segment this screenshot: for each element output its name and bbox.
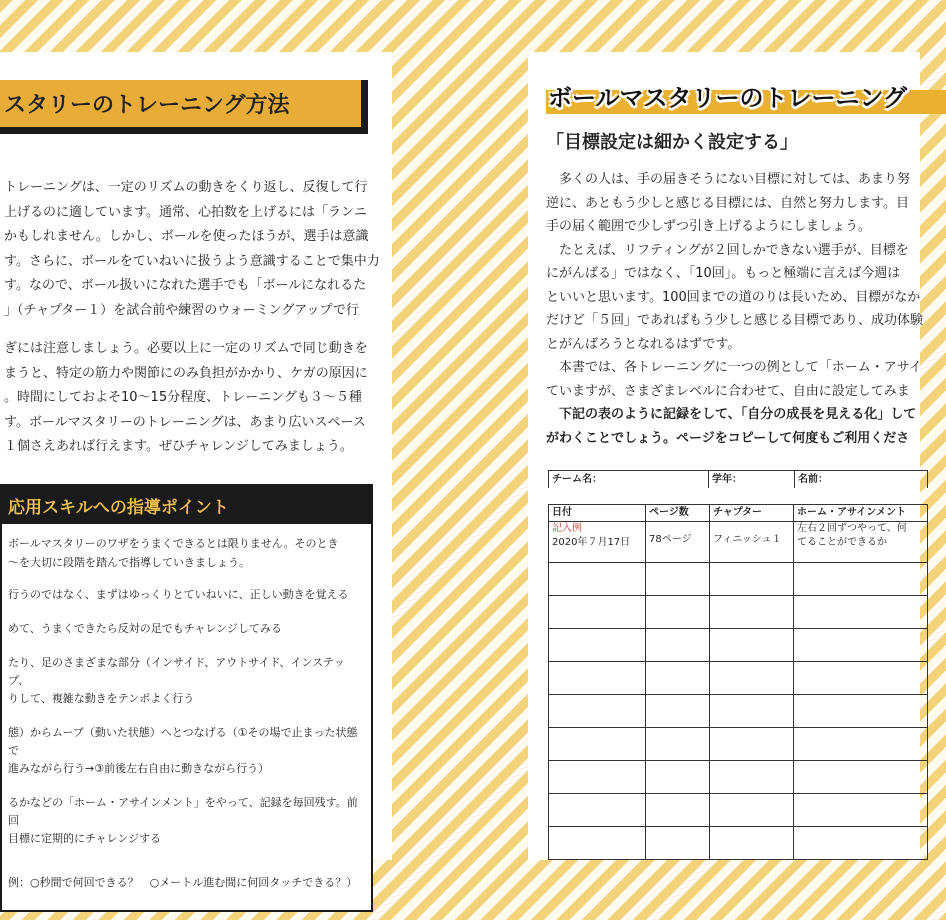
table-cell[interactable] [794,629,928,662]
body-line-emphasis: 下記の表のように記録をして、「自分の成長を見える化」して [546,407,917,422]
table-cell[interactable] [646,761,710,794]
table-row [549,563,928,596]
table-cell[interactable] [710,728,794,761]
table-row [549,794,928,827]
right-page-body [546,168,946,450]
right-page-title-banner [546,76,946,116]
record-table [548,504,928,860]
coaching-points-body [2,524,371,892]
table-cell[interactable] [549,662,646,695]
table-cell[interactable] [710,827,794,860]
table-cell[interactable] [646,728,710,761]
table-cell[interactable] [794,662,928,695]
coaching-point-item: 例：○秒間で何回できる？ ○メートル進む間に何回タッチできる？） [8,876,358,889]
left-page-title: スタリーのトレーニング方法 [0,80,368,134]
example-page-cell: 78ページ [646,522,710,563]
table-cell[interactable] [646,827,710,860]
body-line: 逆に、あともう少しと感じる目標には、自然と努力します。目 [546,195,909,211]
table-cell[interactable] [710,563,794,596]
example-row [549,522,928,563]
example-date-cell [549,522,646,563]
coaching-point-item: 行うのではなく、まずはゆっくりとていねいに、正しい動きを覚える [8,588,349,601]
body-line: だけど「５回」であればもう少しと感じる目標であり、成功体験 [546,313,924,328]
table-cell[interactable] [794,794,928,827]
record-table-header-row [549,505,928,522]
example-label: 記入例 [552,523,582,534]
coaching-point-item: 態）からムーブ（動いた状態）へとつなげる（①その場で止まった状態で 進みながら行う→③前後左右自由に動きながら行う） [8,726,358,775]
column-header-assignment: ホーム・アサインメント [794,505,928,522]
left-paragraph-1: トレーニングは、一定のリズムの動きをくり返し、反復して行 上げるのに適しています。通常、心拍数を上げるには「ランニ かもしれません。しかし、ボールを使ったほうが、選手は意識 す。さらに、ボールをていねいに扱うよう意識することで集中力 す。なので、ボール扱いになれた選手でも「ボールになれるた 」（チャプター１）を試合前や練習のウォーミングアップで行 [4,180,380,318]
left-page [0,52,392,889]
table-cell[interactable] [549,761,646,794]
table-cell[interactable] [794,728,928,761]
table-cell[interactable] [710,794,794,827]
table-cell[interactable] [646,596,710,629]
coaching-points-heading: 応用スキルへの指導ポイント [2,486,371,524]
column-header-page: ページ数 [646,505,710,522]
table-cell[interactable] [794,596,928,629]
body-line: 本書では、各トレーニングに一つの例として「ホーム・アサイ [546,360,922,375]
left-paragraph-2: ぎには注意しましょう。必要以上に一定のリズムで同じ動きを まうと、特定の筋力や関節にのみ負担がかかり、ケガの原因に 。時間にしておよそ10〜15分程度、トレーニングも３〜５種 す。ボールマスタリーのトレーニングは、あまり広いスペース １個さえあれば行えます。ぜひチャレンジしてみましょう。 [4,341,368,454]
table-row [549,695,928,728]
table-cell[interactable] [646,563,710,596]
body-line-emphasis: がわくことでしょう。ページをコピーして何度もご利用くださ [546,430,910,446]
table-cell[interactable] [710,629,794,662]
right-page-title: ボールマスタリーのトレーニング [548,84,908,112]
section-subtitle: 「目標設定は細かく設定する」 [546,132,798,153]
table-cell[interactable] [549,629,646,662]
example-chapter-cell: フィニッシュ１ [710,522,794,563]
column-header-chapter: チャプター [710,505,794,522]
table-cell[interactable] [646,695,710,728]
coaching-point-item: るかなどの「ホーム・アサインメント」をやって、記録を毎回残す。前回 目標に定期的にチャレンジする [8,796,358,845]
coaching-points-box [0,484,373,912]
table-row [549,761,928,794]
table-cell[interactable] [549,827,646,860]
left-page-body [4,176,384,460]
table-row [549,662,928,695]
table-row [549,728,928,761]
table-cell[interactable] [646,629,710,662]
name-field[interactable]: 名前： [798,474,828,485]
body-line: 手の届く範囲で少しずつ引き上げるようにしましょう。 [546,219,872,234]
table-cell[interactable] [549,728,646,761]
grade-field[interactable]: 学年： [709,471,795,488]
column-header-date: 日付 [549,505,646,522]
coaching-point-item: たり、足のさまざまな部分（インサイド、アウトサイド、インステップ、 りして、複雑な動きをテンポよく行う [8,656,345,705]
table-cell[interactable] [549,596,646,629]
table-cell[interactable] [710,695,794,728]
body-line: とがんばろうとなれるはずです。 [546,336,741,352]
coaching-point-item: めて、うまくできたら反対の足でもチャレンジしてみる [8,622,282,635]
table-row [549,596,928,629]
table-cell[interactable] [549,695,646,728]
table-cell[interactable] [549,794,646,827]
example-assignment-cell: 左右２回ずつやって、何 てることができるか [794,522,928,563]
table-cell[interactable] [794,695,928,728]
table-cell[interactable] [794,827,928,860]
table-cell[interactable] [794,563,928,596]
body-line: にがんばる」ではなく、「10回」。もっと極端に言えば今週は [546,266,901,281]
team-name-field[interactable]: チーム名： [549,471,709,488]
table-cell[interactable] [710,761,794,794]
example-date: 2020年７月17日 [552,537,631,548]
body-line: たとえば、リフティングが２回しかできない選手が、目標を [546,242,909,258]
table-row [549,629,928,662]
body-line: ていますが、さまざまレベルに合わせて、自由に設定してみま [546,383,910,399]
table-cell[interactable] [710,662,794,695]
table-cell[interactable] [646,794,710,827]
table-cell[interactable] [710,596,794,629]
coaching-intro: ボールマスタリーのワザをうまくできるとは限りません。そのとき 〜を大切に段階を踏んで指導していきましょう。 [8,537,339,569]
record-form-header [548,470,928,488]
table-cell[interactable] [549,563,646,596]
table-cell[interactable] [794,761,928,794]
right-page [528,52,924,860]
body-line: といいと思います。100回までの道のりは長いため、目標がなか [546,289,921,305]
table-cell[interactable] [646,662,710,695]
body-line: 多くの人は、手の届きそうにない目標に対しては、あまり努 [546,172,911,187]
table-row [549,827,928,860]
